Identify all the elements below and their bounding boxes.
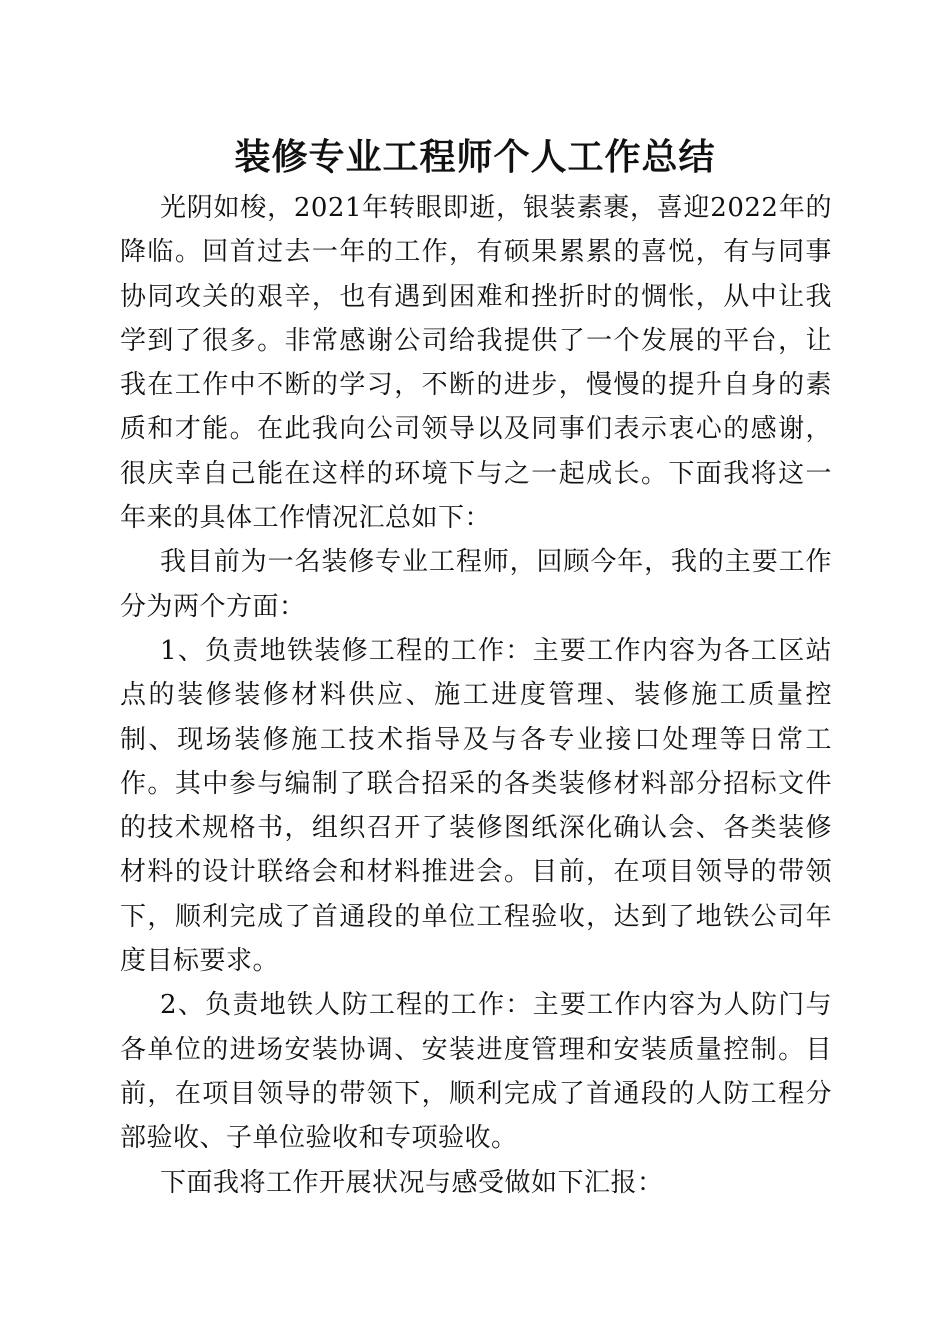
- document-title: 装修专业工程师个人工作总结: [234, 137, 716, 178]
- paragraph-item-1: 1、负责地铁装修工程的工作：主要工作内容为各工区站点的装修装修材料供应、施工进度管理、装修施工质量控制、现场装修施工技术指导及与各专业接口处理等日常工作。其中参与编制了联合招采的各类装修材料部分招标文件的技术规格书，组织召开了装修图纸深化确认会、各类装修材料的设计联络会和材料推进会。目前，在项目领导的带领下，顺利完成了首通段的单位工程验收，达到了地铁公司年度目标要求。: [120, 635, 832, 977]
- paragraph-report-lead: 下面我将工作开展状况与感受做如下汇报：: [160, 1167, 664, 1198]
- document-body: [120, 186, 832, 1205]
- paragraph-intro: 光阴如梭，2021年转眼即逝，银装素裹，喜迎2022年的降临。回首过去一年的工作，有硕果累累的喜悦，有与同事协同攻关的艰辛，也有遇到困难和挫折时的惆怅，从中让我学到了很多。非常感谢公司给我提供了一个发展的平台，让我在工作中不断的学习，不断的进步，慢慢的提升自身的素质和才能。在此我向公司领导以及同事们表示衷心的感谢，很庆幸自己能在这样的环境下与之一起成长。下面我将这一年来的具体工作情况汇总如下：: [120, 193, 832, 534]
- paragraph-item-2: 2、负责地铁人防工程的工作：主要工作内容为人防门与各单位的进场安装协调、安装进度管理和安装质量控制。目前，在项目领导的带领下，顺利完成了首通段的人防工程分部验收、子单位验收和专项验收。: [120, 990, 832, 1154]
- paragraph-overview: 我目前为一名装修专业工程师，回顾今年，我的主要工作分为两个方面：: [120, 547, 832, 622]
